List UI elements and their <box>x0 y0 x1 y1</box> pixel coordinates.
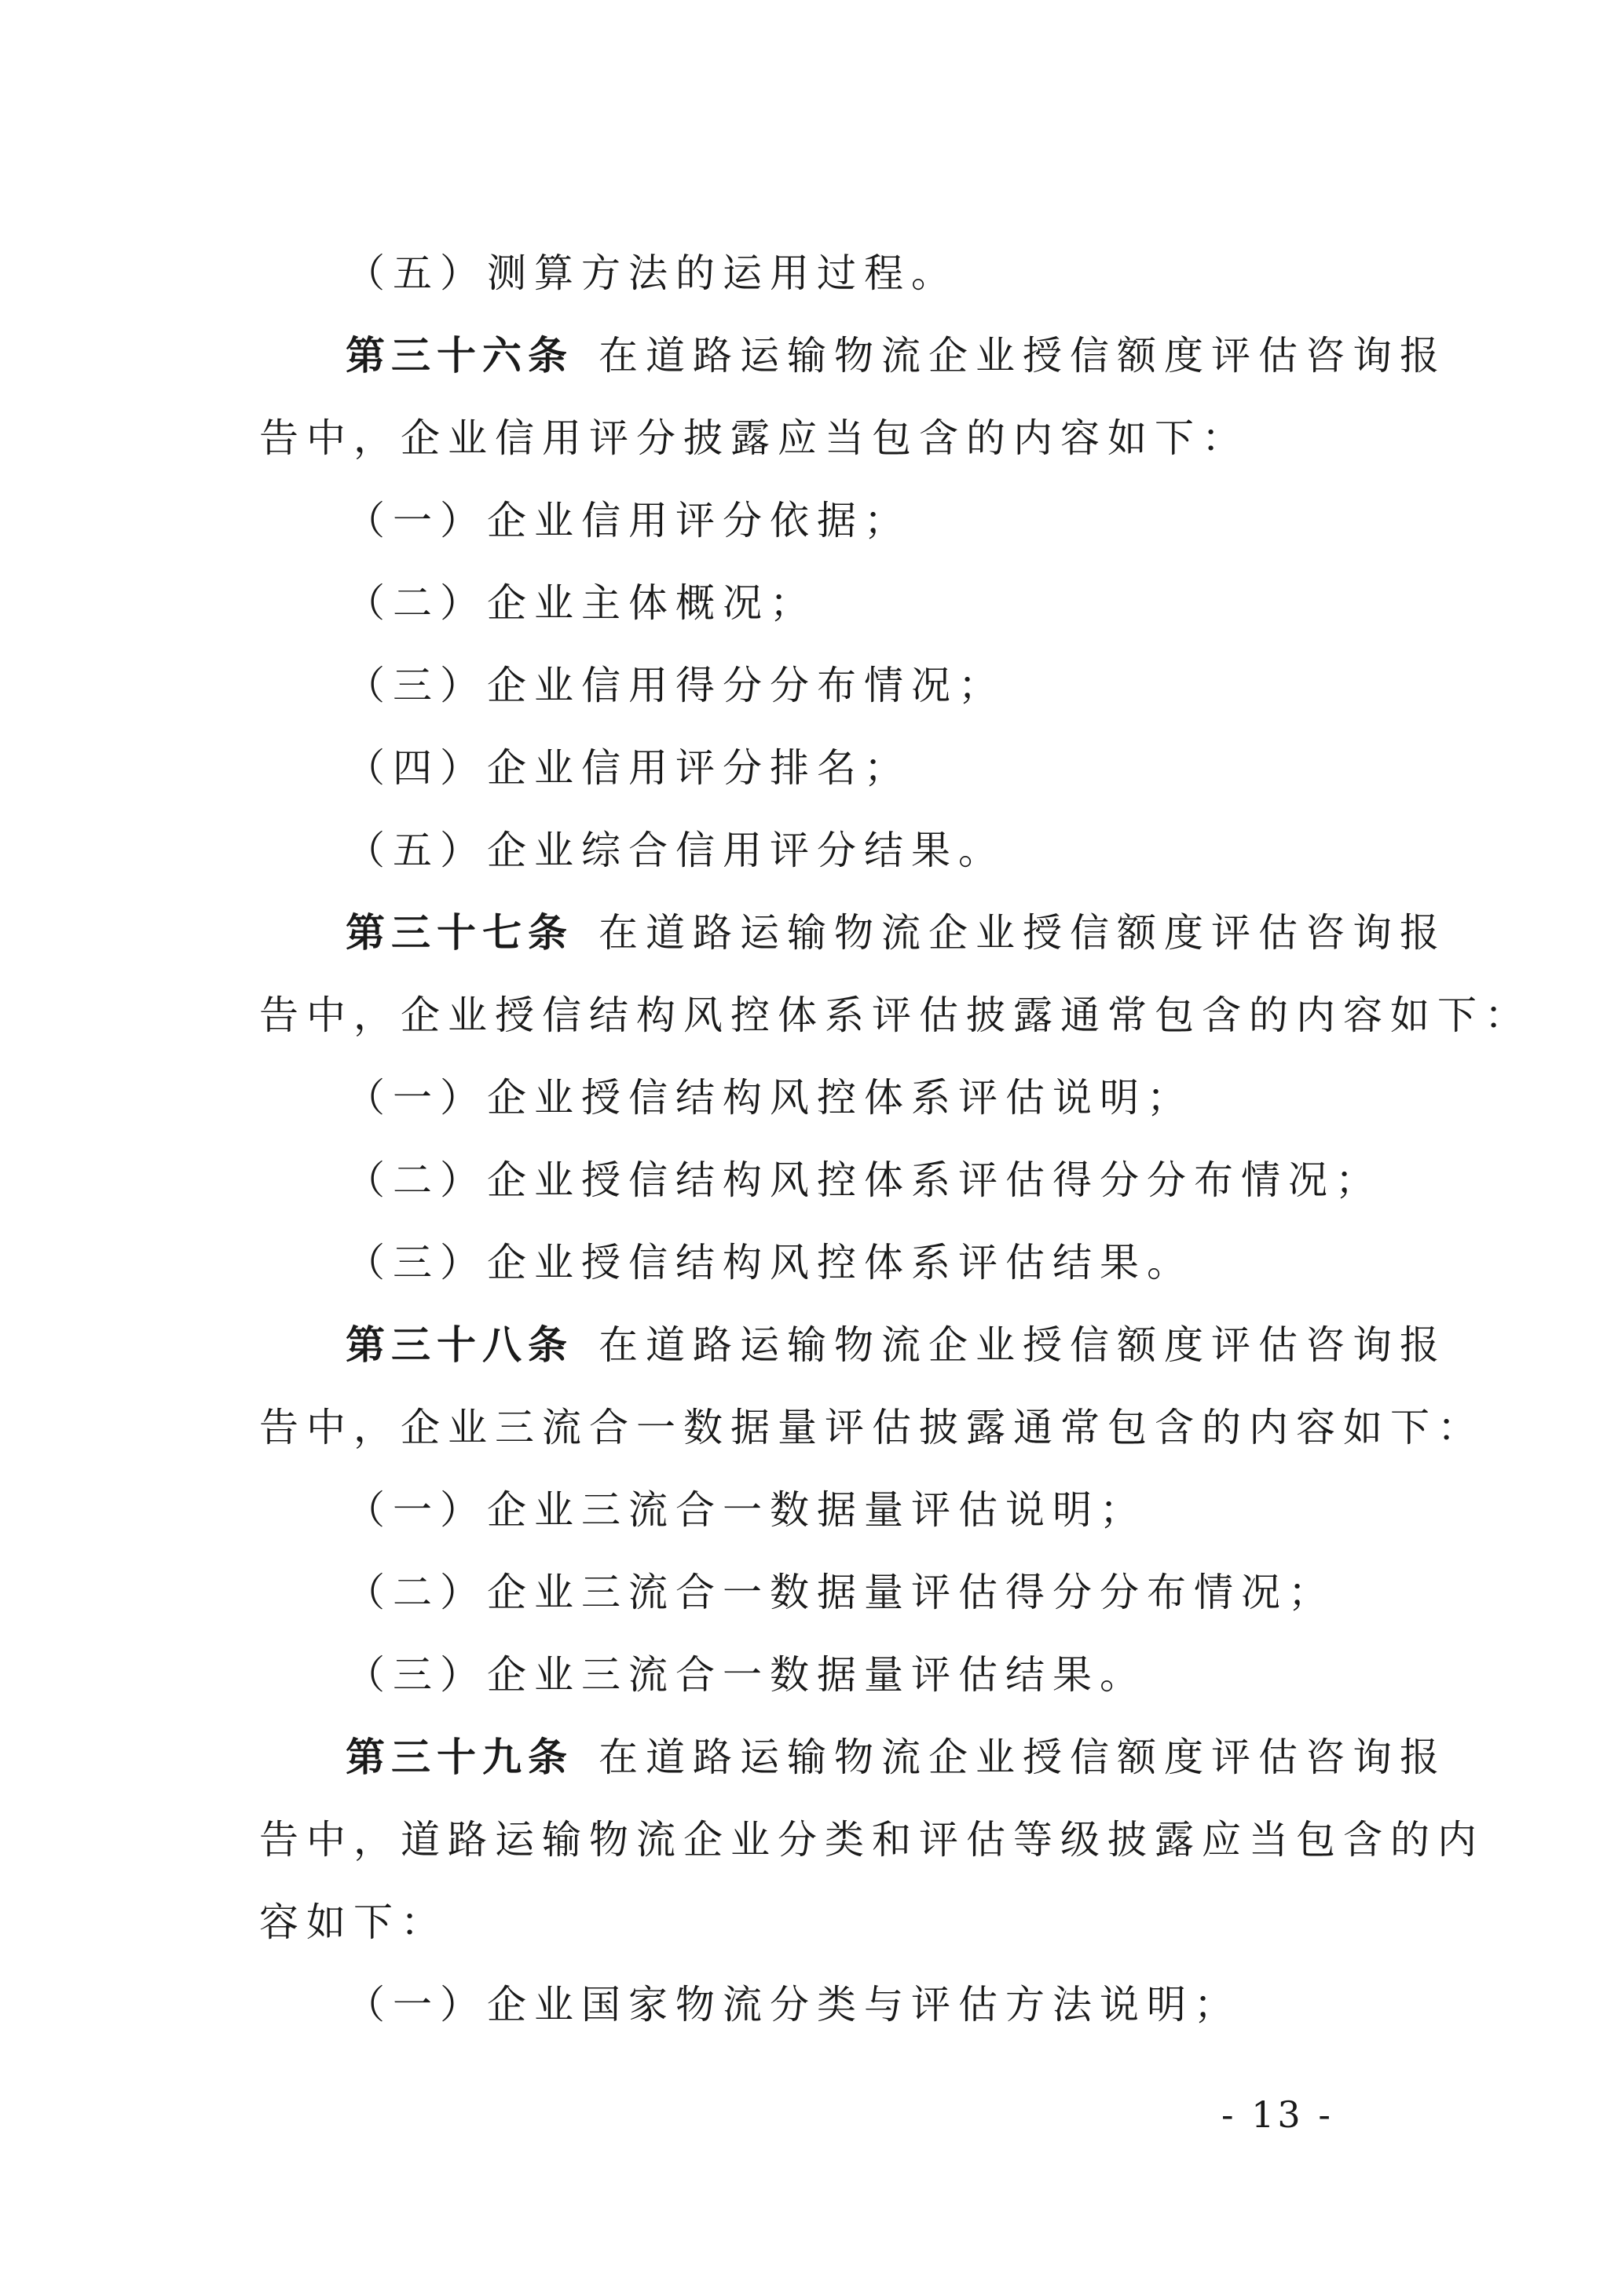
article-37-item-3 <box>346 1239 1194 1286</box>
article-36-item-5 <box>346 827 1005 874</box>
article-38-title: 第三十八条 <box>346 1322 573 1368</box>
line-text: 告中，企业三流合一数据量评估披露通常包含的内容如下： <box>259 1405 1484 1450</box>
article-37-title: 第三十七条 <box>346 910 573 956</box>
article-39-item-1 <box>346 1981 1241 2028</box>
line-text: （一）企业三流合一数据量评估说明； <box>346 1487 1147 1533</box>
article-36-continuation <box>259 415 1249 462</box>
article-36-item-2 <box>346 579 817 627</box>
line-text: （五）企业综合信用评分结果。 <box>346 828 1005 873</box>
article-39-continuation <box>259 1816 1484 1863</box>
line-text: （一）企业授信结构风控体系评估说明； <box>346 1075 1194 1121</box>
line-text: （三）企业授信结构风控体系评估结果。 <box>346 1240 1194 1285</box>
article-39-heading-line <box>346 1734 1447 1781</box>
line-text: 在道路运输物流企业授信额度评估咨询报 <box>599 910 1447 956</box>
article-37-item-2 <box>346 1157 1382 1204</box>
article-39-continuation-2 <box>259 1899 448 1946</box>
line-text: （三）企业信用得分分布情况； <box>346 663 1005 708</box>
article-38-heading-line <box>346 1322 1447 1369</box>
line-text: （五）测算方法的运用过程。 <box>346 250 958 296</box>
item-five-calc-method <box>346 250 958 297</box>
page-number: - 13 - <box>1221 2093 1334 2136</box>
line-text: 告中，企业信用评分披露应当包含的内容如下： <box>259 415 1249 461</box>
article-38-item-1 <box>346 1486 1147 1534</box>
article-37-heading-line <box>346 909 1447 956</box>
line-text: 在道路运输物流企业授信额度评估咨询报 <box>599 333 1447 378</box>
line-text: （一）企业国家物流分类与评估方法说明； <box>346 1982 1241 2027</box>
article-36-title: 第三十六条 <box>346 333 573 378</box>
line-text: （三）企业三流合一数据量评估结果。 <box>346 1652 1147 1698</box>
article-36-item-1 <box>346 497 911 544</box>
article-36-item-3 <box>346 662 1005 709</box>
line-text: （四）企业信用评分排名； <box>346 745 911 791</box>
article-36-heading-line <box>346 332 1447 379</box>
line-text: （二）企业三流合一数据量评估得分分布情况； <box>346 1570 1335 1615</box>
article-36-item-4 <box>346 744 911 792</box>
line-text: （二）企业授信结构风控体系评估得分分布情况； <box>346 1157 1382 1203</box>
article-39-title: 第三十九条 <box>346 1735 573 1780</box>
line-text: 在道路运输物流企业授信额度评估咨询报 <box>599 1322 1447 1368</box>
line-text: 在道路运输物流企业授信额度评估咨询报 <box>599 1735 1447 1780</box>
line-text: （一）企业信用评分依据； <box>346 498 911 543</box>
line-text: 告中，道路运输物流企业分类和评估等级披露应当包含的内 <box>259 1817 1484 1863</box>
article-38-item-3 <box>346 1651 1147 1698</box>
article-37-continuation <box>259 992 1532 1039</box>
line-text: 容如下： <box>259 1899 448 1945</box>
article-37-item-1 <box>346 1074 1194 1121</box>
article-38-continuation <box>259 1404 1484 1451</box>
line-text: （二）企业主体概况； <box>346 580 817 626</box>
article-38-item-2 <box>346 1569 1335 1616</box>
line-text: 告中，企业授信结构风控体系评估披露通常包含的内容如下： <box>259 993 1532 1038</box>
